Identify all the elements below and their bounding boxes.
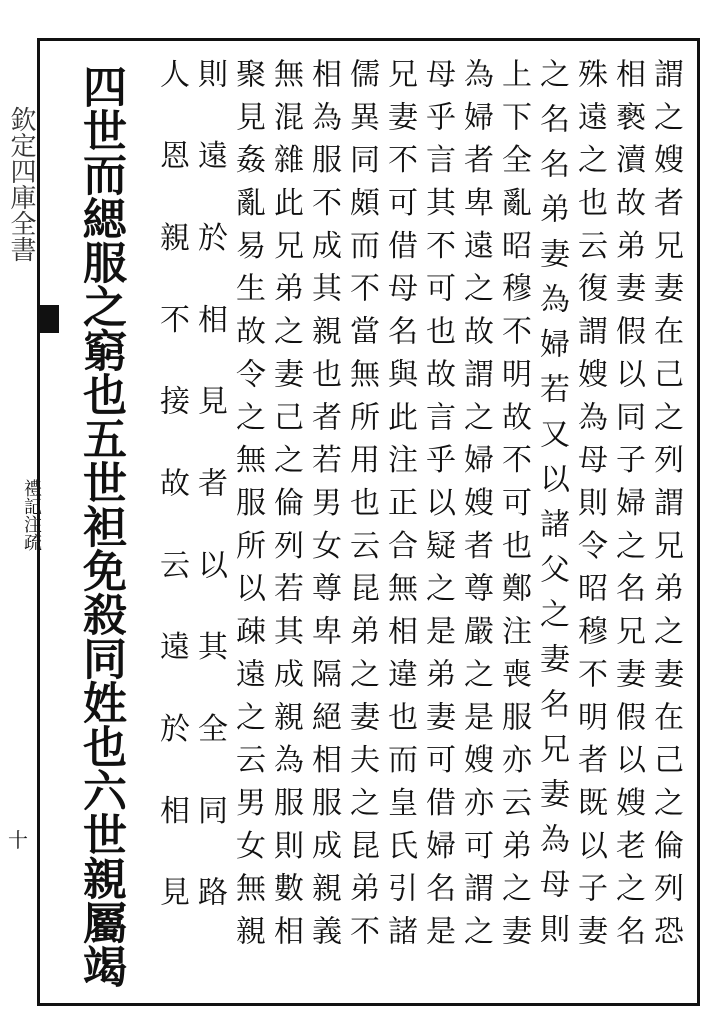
- book-title: 禮記注疏: [21, 479, 42, 551]
- main-text-column: 四世而緦服之窮也五世袒免殺同姓也六世親屬竭: [75, 64, 126, 988]
- text-column-8: 兄妻不可借母名與此注正合無相違也而皇氏引諸: [382, 58, 417, 958]
- text-column-12: 聚見姦亂易生故令之無服所以疎遠之云男女無親: [230, 58, 265, 958]
- text-column-4: 之名名弟妻為婦若又以諸父之妻名兄妻為母則: [534, 58, 569, 958]
- page-number: 十: [8, 828, 28, 852]
- text-column-10: 相為服不成其親也者若男女尊卑隔絕相服成親義: [306, 58, 341, 958]
- text-column-5: 上下全亂昭穆不明故不可也鄭注喪服亦云弟之妻: [496, 58, 531, 958]
- text-column-9: 儒異同頗而不當無所用也云昆弟之妻夫之昆弟不: [344, 58, 379, 958]
- margin-tab-mark: [37, 305, 59, 333]
- text-column-14: 人恩親不接故云遠於相見: [154, 58, 189, 958]
- text-column-11: 無混雜此兄弟之妻己之倫列若其成親為服則數相: [268, 58, 303, 958]
- text-column-7: 母乎言其不可也故言乎以疑之是弟妻可借婦名是: [420, 58, 455, 958]
- text-column-6: 為婦者卑遠之故謂之婦嫂者尊嚴之是嫂亦可謂之: [458, 58, 493, 958]
- book-header: 欽定四庫全書: [6, 106, 36, 262]
- text-column-2: 相褻瀆故弟妻假以同子婦之名兄妻假以嫂老之名: [610, 58, 645, 958]
- text-column-3: 殊遠之也云復謂嫂為母則令昭穆不明者既以子妻: [572, 58, 607, 958]
- text-column-1: 謂之嫂者兄妻在己之列謂兄弟之妻在己之倫列恐: [648, 58, 683, 958]
- page-margin: [0, 44, 42, 1004]
- text-column-13: 則遠於相見者以其全同路: [192, 58, 227, 958]
